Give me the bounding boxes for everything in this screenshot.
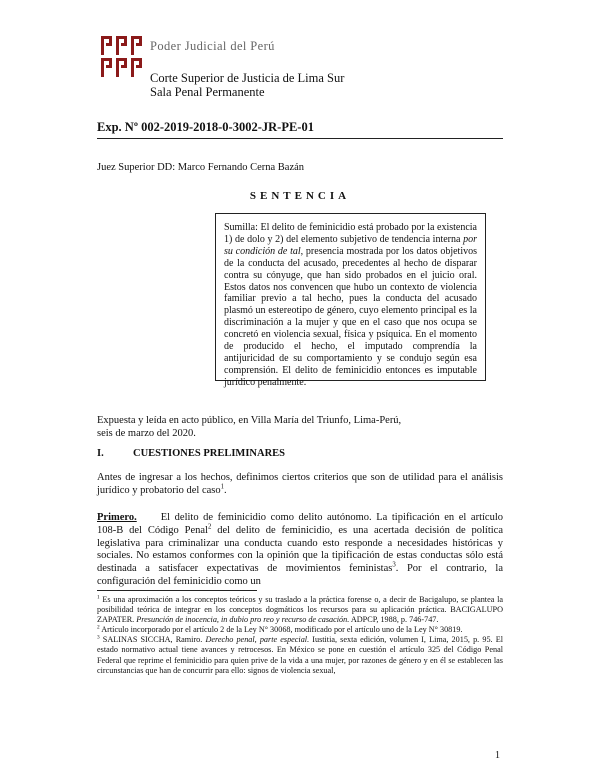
reading-statement-line1: Expuesta y leída en acto público, en Villa María del Triunfo, Lima-Perú, xyxy=(97,415,402,426)
header-divider xyxy=(97,138,503,139)
institution-name-part1: Poder Judicial xyxy=(150,39,227,53)
document-title: SENTENCIA xyxy=(249,190,351,202)
sumilla-box xyxy=(215,213,486,388)
court-name: Corte Superior de Justicia de Lima Sur xyxy=(150,71,345,85)
footnote-ref-2[interactable]: 2 xyxy=(207,523,212,531)
paragraph-primero-text-1: El delito de feminicidio como delito autónomo. La tipificación en el artículo 108-B del Código Penal xyxy=(97,512,503,536)
footnote-text: Es una aproximación a los conceptos teóricos y su traslado a la práctica forense o, a decir de Bacigalupo, se plantea la posibilidad teórica de integrar en los conceptos dogmáticos los recursos para su aplicación práctica. BACIGALUPO ZAPATER. xyxy=(97,595,503,625)
footnote-italic: Derecho penal, parte especial. xyxy=(205,635,310,645)
footnote-italic: Presunción de inocencia, in dubio pro reo y recurso de casación. xyxy=(136,615,350,625)
case-number: Exp. Nº 002-2019-2018-0-3002-JR-PE-01 xyxy=(97,120,314,134)
footnote-text: Artículo incorporado por el artículo 2 de la Ley N° 30068, modificado por el artículo uno de la Ley N° 30819. xyxy=(99,625,463,635)
page-number: 1 xyxy=(495,750,500,761)
footnote-text: Iustitia, sexta edición, volumen I, Lima, 2015, p. 95. El estado normativo actual tiene avances y retrocesos. En México se pone en cuestión el artículo 325 del Código Penal Federal que reprime el feminicidio para quien prive de la vida a una mujer, por razones de género y en él se establecen las circunstancias que han de concurrir para ello: signos de violencia sexual, xyxy=(97,635,503,675)
footnote-2 xyxy=(97,625,503,635)
footnote-text: SALINAS SICCHA, Ramiro. xyxy=(99,635,206,645)
footnotes xyxy=(97,595,503,676)
reading-statement-line2: seis de marzo del 2020. xyxy=(97,428,196,439)
footnote-marker: 3 xyxy=(97,634,100,641)
footnote-ref-3[interactable]: 3 xyxy=(392,561,396,569)
sumilla-text-1: Sumilla: El delito de feminicidio está probado por la existencia 1) de dolo y 2) del elemento subjetivo de tendencia interna xyxy=(224,222,477,245)
footnote-ref-1[interactable]: 1 xyxy=(220,483,225,491)
section-heading xyxy=(97,448,285,459)
footnote-marker: 2 xyxy=(97,624,100,631)
paragraph-intro-text: Antes de ingresar a los hechos, definimos ciertos criterios que son de utilidad para el análisis jurídico y probatorio del caso xyxy=(97,472,503,496)
institution-name xyxy=(150,39,275,54)
paragraph-lead: Primero. xyxy=(97,512,137,523)
paragraph-primero-text-3: . Por el contrario, la configuración del feminicidio como un xyxy=(97,563,504,587)
paragraph-primero-text-2: del delito de feminicidio, es una acertada decisión de política legislativa para criminalizar una conducta cuando esto responde a necesidades históricas y sociales. No estamos conformes con la opinión que la tipificación de estas conductas sólo está destinada a satisfacer expectativas de movimientos feministas xyxy=(97,524,503,575)
court-block xyxy=(150,71,344,99)
section-title: CUESTIONES PRELIMINARES xyxy=(133,448,285,459)
footnote-3 xyxy=(97,635,503,675)
footnote-divider xyxy=(97,590,257,591)
section-number: I. xyxy=(97,448,104,459)
footnote-marker: 1 xyxy=(97,594,100,601)
footnote-1 xyxy=(97,595,503,625)
paragraph-intro-end: . xyxy=(224,484,227,496)
poder-judicial-logo-icon xyxy=(101,36,143,78)
paragraph-primero xyxy=(97,512,503,589)
sumilla-text-2: presencia mostrada por los datos objetivos de la conducta del acusado, precedentes al hecho de disparar contra su cónyuge, que han sido probados en el juicio oral. Estos datos nos convencen que hubo un contexto de violencia familiar previo a tal hecho, pues la conducta del acusado plasmó un estereotipo de género, cuyo elemento principal es la discriminación a la mujer y que en el caso que nos ocupa se concretó en violencia sexual, física y psíquica. En el momento de producido el hecho, el imputado comprendía la antijuricidad de su comportamiento y se condujo según esa comprensión. El delito de feminicidio entonces es imputable jurídico penalmente. xyxy=(224,245,477,388)
institution-name-part2: del Perú xyxy=(230,39,275,53)
footnote-text: ADPCP, 1988, p. 746-747. xyxy=(349,615,439,625)
judge-line: Juez Superior DD: Marco Fernando Cerna Bazán xyxy=(97,162,305,173)
reading-statement xyxy=(97,414,401,440)
chamber-name: Sala Penal Permanente xyxy=(150,85,265,99)
sumilla-italic: por su condición de tal, xyxy=(224,233,477,257)
paragraph-intro xyxy=(97,472,503,498)
